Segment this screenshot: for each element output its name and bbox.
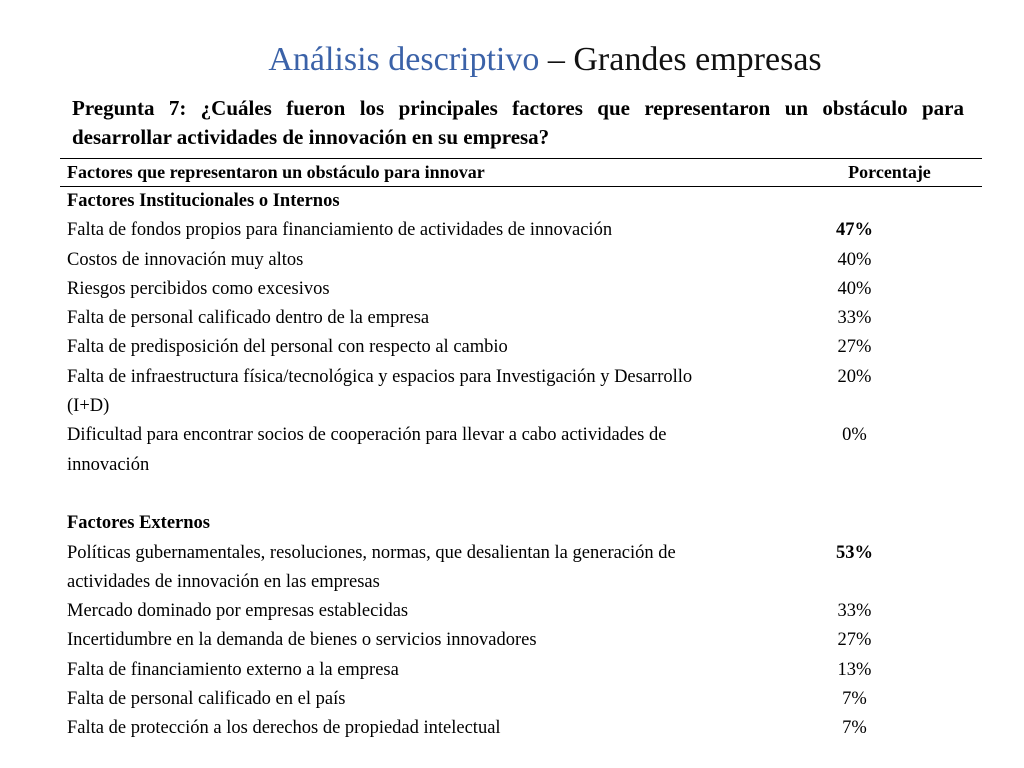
row-value: 53% (836, 542, 873, 563)
question-text: Pregunta 7: ¿Cuáles fueron los principales factores que representaron un obstáculo para desarrollar actividades de innovación en su empresa? (72, 96, 964, 149)
row-value: 33% (837, 601, 872, 622)
row-label: Políticas gubernamentales, resoluciones, normas, que desalientan la generación de actividades de innovación en las empresas (67, 542, 676, 592)
obstacles-table (60, 158, 982, 744)
table-row (60, 304, 982, 333)
table-row (60, 333, 982, 362)
row-value: 13% (837, 659, 872, 680)
row-label: Falta de predisposición del personal con respecto al cambio (67, 337, 508, 358)
table-row (60, 275, 982, 304)
header-factor: Factores que representaron un obstáculo para innovar (67, 162, 485, 182)
row-label: Falta de protección a los derechos de propiedad intelectual (67, 718, 501, 739)
table-row (60, 714, 982, 743)
section-external (60, 509, 982, 538)
table-row (60, 246, 982, 275)
row-value: 27% (837, 337, 872, 358)
slide-title-sub: – Grandes empresas (539, 41, 822, 78)
row-value: 7% (842, 718, 867, 739)
row-value: 33% (837, 308, 872, 329)
table-header (60, 158, 982, 187)
table-row (60, 539, 982, 598)
table-row (60, 685, 982, 714)
slide-title-main: Análisis descriptivo (268, 41, 540, 78)
table-row (60, 597, 982, 626)
row-label: Incertidumbre en la demanda de bienes o servicios innovadores (67, 630, 537, 651)
row-label: Dificultad para encontrar socios de cooperación para llevar a cabo actividades de innovación (67, 425, 667, 475)
row-label: Falta de personal calificado dentro de la empresa (67, 308, 430, 329)
row-label: Falta de infraestructura física/tecnológica y espacios para Investigación y Desarrollo (I+D) (67, 366, 693, 417)
row-value: 40% (837, 278, 872, 299)
table-row (60, 421, 982, 480)
table-row (60, 626, 982, 655)
section-spacer (60, 480, 982, 509)
row-label: Falta de personal calificado en el país (67, 689, 346, 710)
row-value: 20% (837, 366, 872, 387)
table-row (60, 216, 982, 245)
row-label: Falta de financiamiento externo a la empresa (67, 659, 399, 680)
section-title: Factores Institucionales o Internos (67, 191, 340, 211)
row-label: Costos de innovación muy altos (67, 249, 304, 270)
row-label: Mercado dominado por empresas establecidas (67, 601, 409, 622)
row-label: Riesgos percibidos como excesivos (67, 278, 330, 299)
slide-title (0, 40, 1024, 80)
header-percent: Porcentaje (848, 162, 931, 182)
table-row (60, 363, 982, 422)
row-value: 0% (842, 425, 867, 446)
table-row (60, 656, 982, 685)
row-label: Falta de fondos propios para financiamiento de actividades de innovación (67, 220, 613, 241)
section-title: Factores Externos (67, 513, 210, 534)
row-value: 7% (842, 689, 867, 710)
row-value: 47% (836, 220, 873, 241)
row-value: 27% (837, 630, 872, 651)
section-internal (60, 187, 982, 216)
row-value: 40% (837, 249, 872, 270)
